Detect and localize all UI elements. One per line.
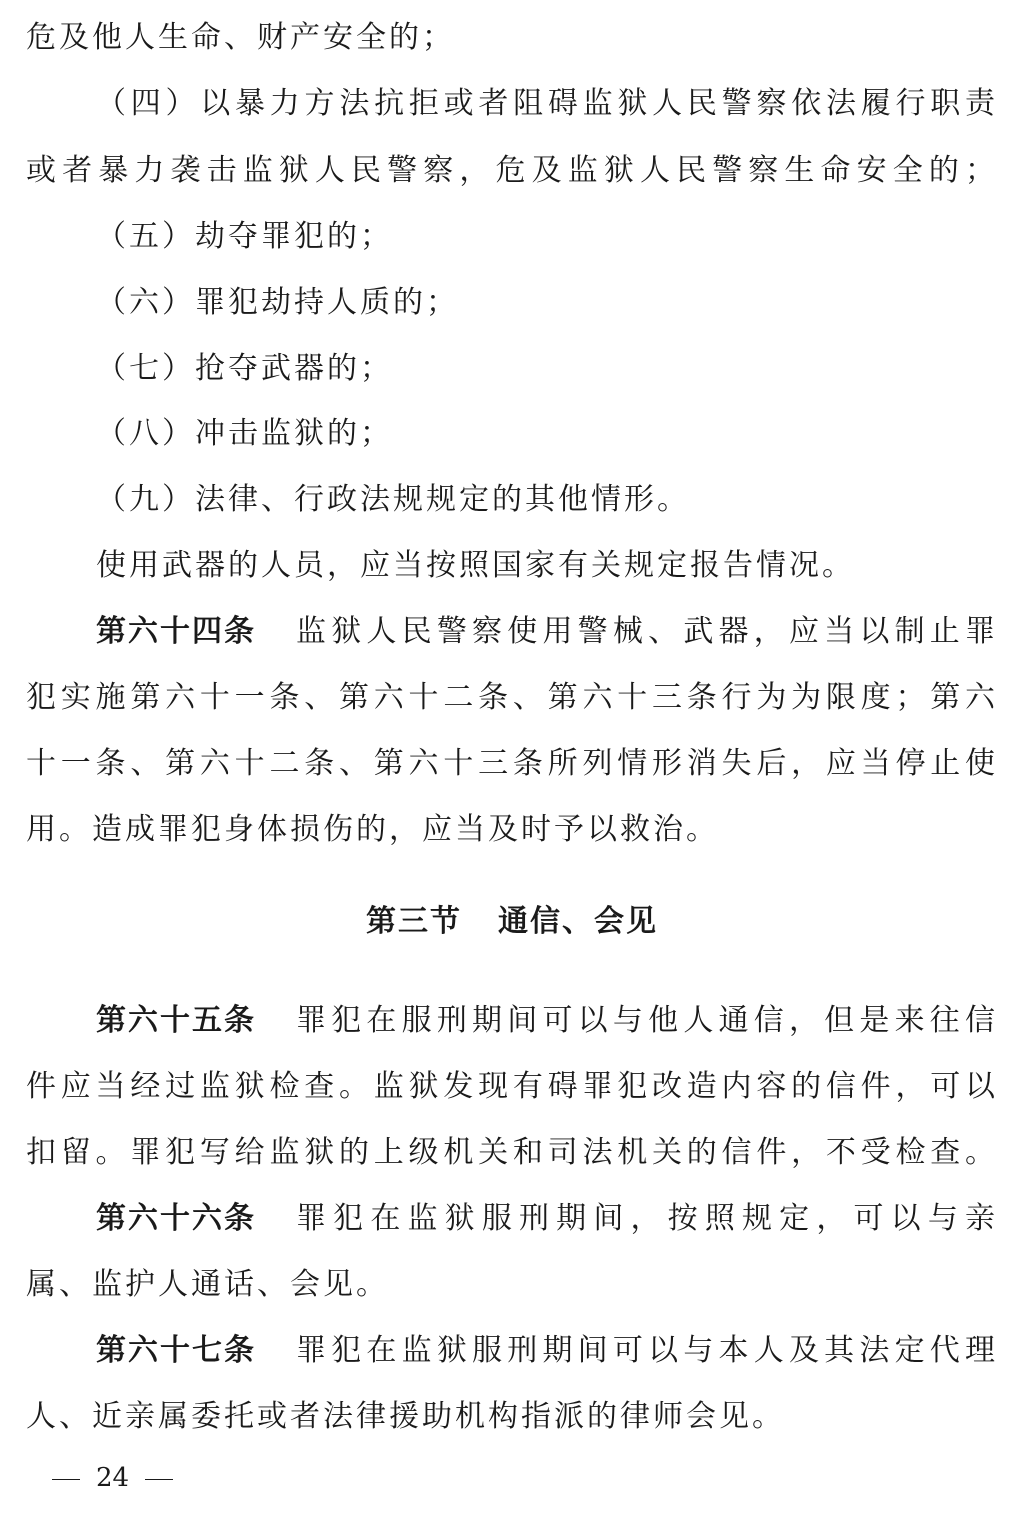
article-text: 罪犯在服刑期间可以与他人通信，但是来往信 (296, 1003, 998, 1038)
dash-right (145, 1479, 173, 1480)
list-item: （五）劫夺罪犯的； (96, 219, 393, 254)
text-line: 属、监护人通话、会见。 (26, 1267, 389, 1302)
dash-left (52, 1479, 80, 1480)
article-64 (0, 612, 1024, 652)
text-line: 十一条、第六十二条、第六十三条所列情形消失后，应当停止使 (26, 746, 998, 781)
text-line: 或者暴力袭击监狱人民警察，危及监狱人民警察生命安全的； (26, 153, 998, 188)
page-number: 24 (96, 1463, 130, 1493)
list-item: （八）冲击监狱的； (96, 416, 393, 451)
section-title: 通信、会见 (498, 904, 658, 939)
text-line: 危及他人生命、财产安全的； (26, 20, 455, 55)
article-label: 第六十五条 (96, 1003, 256, 1038)
article-text: 罪犯在监狱服刑期间，按照规定，可以与亲 (296, 1201, 998, 1236)
text-line: 使用武器的人员，应当按照国家有关规定报告情况。 (96, 548, 855, 583)
text-line: 扣留。罪犯写给监狱的上级机关和司法机关的信件，不受检查。 (26, 1135, 998, 1170)
section-number: 第三节 (366, 904, 462, 939)
text-line: 人、近亲属委托或者法律援助机构指派的律师会见。 (26, 1399, 785, 1434)
article-label: 第六十七条 (96, 1333, 256, 1368)
page-footer (36, 1460, 189, 1496)
article-66 (0, 1199, 1024, 1239)
article-label: 第六十六条 (96, 1201, 256, 1236)
article-text: 罪犯在监狱服刑期间可以与本人及其法定代理 (296, 1333, 998, 1368)
article-67 (0, 1331, 1024, 1371)
text-line: 犯实施第六十一条、第六十二条、第六十三条行为为限度；第六 (26, 680, 998, 715)
article-text: 监狱人民警察使用警械、武器，应当以制止罪 (296, 614, 998, 649)
text-line: 用。造成罪犯身体损伤的，应当及时予以救治。 (26, 812, 719, 847)
article-65 (0, 1001, 1024, 1041)
text-line: 件应当经过监狱检查。监狱发现有碍罪犯改造内容的信件，可以 (26, 1069, 998, 1104)
article-label: 第六十四条 (96, 614, 256, 649)
section-heading (0, 902, 1024, 942)
text-line: （四）以暴力方法抗拒或者阻碍监狱人民警察依法履行职责 (96, 86, 998, 121)
list-item: （六）罪犯劫持人质的； (96, 285, 459, 320)
list-item: （七）抢夺武器的； (96, 351, 393, 386)
list-item: （九）法律、行政法规规定的其他情形。 (96, 482, 690, 517)
